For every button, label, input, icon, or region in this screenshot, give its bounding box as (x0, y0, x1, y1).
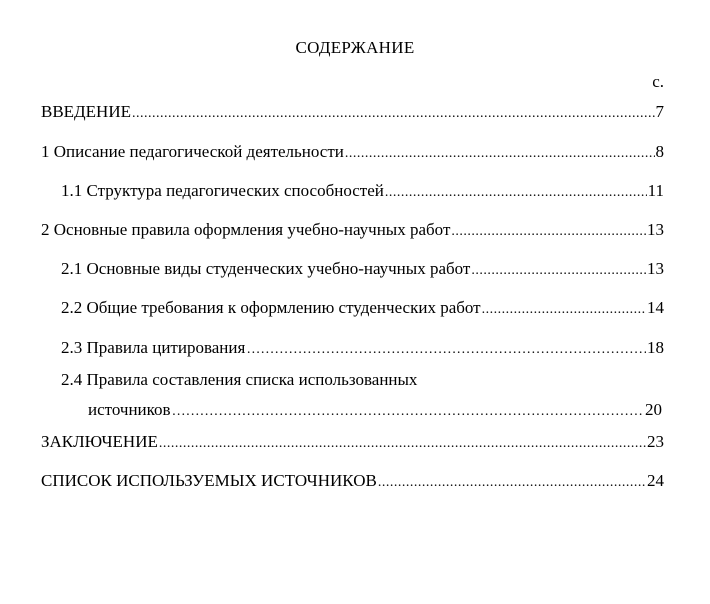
toc-entry-label: ВВЕДЕНИЕ (41, 102, 131, 121)
toc-entry-number: 2 (41, 220, 50, 239)
toc-entry-text: Правила составления списка использованных (86, 370, 418, 389)
toc-entry-introduction (41, 102, 664, 124)
toc-entry-number: 2.4 (61, 370, 83, 389)
dot-leader (482, 300, 646, 320)
toc-entry-label (41, 142, 344, 162)
toc-entry-2-1 (61, 259, 664, 281)
toc-entry-page: 11 (647, 181, 664, 200)
toc-entry-2-2 (61, 298, 664, 320)
toc-entry-1 (41, 142, 664, 164)
toc-entry-number: 1.1 (61, 181, 83, 200)
toc-entry-conclusion (41, 432, 664, 454)
page-column-label: с. (652, 72, 664, 91)
toc-entry-label (61, 298, 481, 318)
toc-entry-text: Правила цитирования (86, 338, 246, 357)
toc-entry-page: 20 (645, 400, 662, 419)
toc-entry-page: 18 (647, 338, 664, 357)
toc-entry-label (61, 338, 245, 358)
toc-entry-number: 2.2 (61, 298, 83, 317)
toc-title: СОДЕРЖАНИЕ (295, 38, 415, 57)
ellipsis-leader (246, 340, 646, 360)
dot-leader (345, 144, 655, 164)
toc-entry-number: 2.3 (61, 338, 83, 357)
toc-entry-label (41, 220, 450, 240)
toc-entry-label: ЗАКЛЮЧЕНИЕ (41, 432, 158, 451)
toc-entry-2 (41, 220, 664, 242)
toc-entry-label: СПИСОК ИСПОЛЬЗУЕМЫХ ИСТОЧНИКОВ (41, 471, 377, 490)
toc-entry-2-4-line1 (61, 370, 417, 390)
toc-entry-text: Основные правила оформления учебно-научных работ (53, 220, 451, 239)
toc-entry-text: Основные виды студенческих учебно-научных работ (86, 259, 471, 278)
dot-leader (378, 473, 646, 493)
toc-entry-text: Структура педагогических способностей (86, 181, 384, 200)
toc-entry-label (61, 259, 470, 279)
toc-entry-text: Общие требования к оформлению студенческих работ (86, 298, 481, 317)
dot-leader (159, 434, 646, 454)
toc-entry-label (61, 181, 384, 201)
toc-entry-page: 14 (647, 298, 664, 317)
toc-entry-2-3 (61, 338, 664, 360)
toc-entry-number: 1 (41, 142, 50, 161)
toc-entry-2-4 (88, 400, 662, 422)
toc-entry-text: Описание педагогической деятельности (53, 142, 344, 161)
toc-entry-number: 2.1 (61, 259, 83, 278)
toc-entry-references (41, 471, 664, 493)
dot-leader (451, 222, 646, 242)
toc-entry-page: 7 (655, 102, 664, 121)
ellipsis-leader (172, 402, 644, 422)
toc-entry-page: 13 (647, 259, 664, 278)
toc-entry-page: 8 (655, 142, 664, 161)
dot-leader (132, 104, 655, 124)
dot-leader (471, 261, 646, 281)
toc-entry-page: 13 (647, 220, 664, 239)
toc-entry-page: 24 (647, 471, 664, 490)
toc-entry-page: 23 (647, 432, 664, 451)
dot-leader (385, 183, 647, 203)
toc-entry-1-1 (61, 181, 664, 203)
toc-entry-text: источников (88, 400, 171, 419)
